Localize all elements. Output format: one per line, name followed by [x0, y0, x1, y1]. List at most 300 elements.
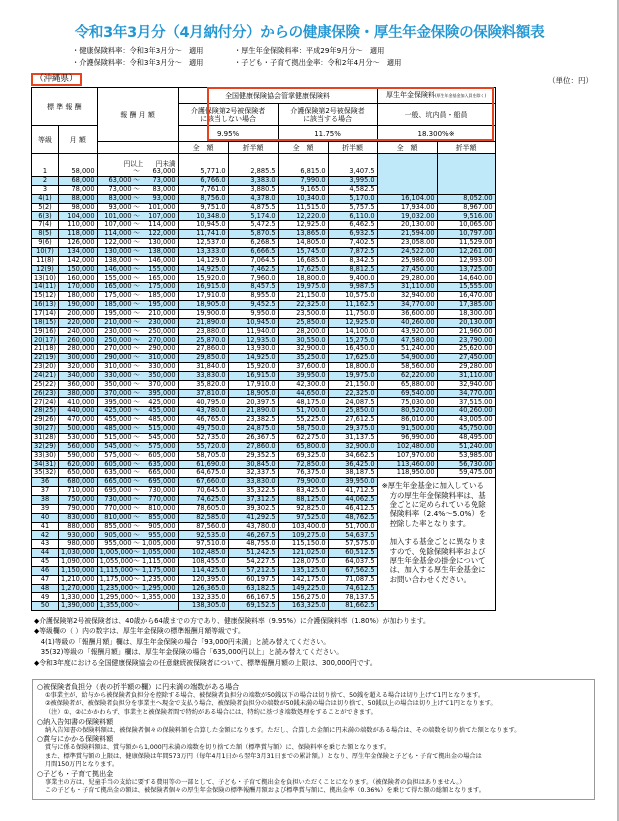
table-row [32, 265, 496, 274]
care-full-cell: 55,225.0 [278, 416, 328, 425]
grade-cell: 49 [32, 593, 59, 602]
health-full-cell: 15,920.0 [178, 274, 228, 283]
health-half-cell: 15,920.0 [228, 363, 278, 372]
range-tilde: ～ [133, 247, 140, 255]
pension-half-cell: 43,005.00 [437, 416, 495, 425]
range-upper: 185,000 [148, 291, 176, 300]
range-upper: 370,000 [148, 380, 176, 388]
note-heading: ○納入告知書の保険料額 [37, 717, 114, 726]
care-full-cell: 39,950.0 [278, 371, 328, 380]
range-tilde: ～ [133, 273, 140, 282]
pension-full-cell: 36,600.00 [377, 309, 437, 318]
monthly-cell: 590,000 [59, 451, 98, 460]
health-half-cell: 66,167.5 [228, 593, 278, 602]
table-row [32, 442, 496, 451]
grade-cell: 20(17) [32, 336, 59, 345]
pension-note [377, 478, 495, 611]
range-cell [97, 540, 178, 549]
range-upper: 1,005,000 [142, 539, 176, 548]
range-upper: 101,000 [148, 203, 176, 211]
range-tilde: ～ [133, 433, 140, 442]
health-full-cell: 78,605.0 [178, 504, 228, 513]
range-upper: 955,000 [148, 530, 176, 539]
monthly-cell: 78,000 [59, 185, 98, 194]
pension-half-cell: 14,640.00 [437, 274, 495, 283]
range-tilde: ～ [133, 575, 140, 583]
care-half-cell: 10,575.0 [328, 292, 377, 301]
range-tilde: ～ [133, 477, 140, 486]
range-cell [97, 389, 178, 398]
pension-full-cell: 102,480.00 [377, 442, 437, 451]
monthly-cell: 220,000 [59, 318, 98, 327]
notes-box [32, 679, 595, 800]
grade-cell: 42 [32, 531, 59, 540]
grade-cell: 33(30) [32, 451, 59, 460]
range-upper: 1,175,000 [142, 566, 176, 574]
health-half-cell: 30,845.0 [228, 460, 278, 469]
range-tilde: ～ [133, 309, 140, 318]
care-half-cell: 17,625.0 [328, 354, 377, 363]
health-full-cell: 8,756.0 [178, 194, 228, 203]
table-row [32, 425, 496, 434]
pension-half-cell: 12,993.00 [437, 256, 495, 265]
remuneration-spacer [97, 142, 178, 154]
health-half-cell: 17,910.0 [228, 380, 278, 389]
pension-half-cell: 53,985.00 [437, 451, 495, 460]
care-full-cell: 25,850.0 [278, 318, 328, 327]
grade-cell: 37 [32, 487, 59, 496]
footnote: 35(32)等級の「報酬月額」欄は、厚生年金保険の場合「635,000円以上」と読み替えてください。 [34, 648, 343, 657]
range-upper: 165,000 [148, 273, 176, 282]
monthly-cell: 980,000 [59, 540, 98, 549]
range-tilde: ～ [133, 256, 140, 264]
health-half-cell: 10,945.0 [228, 318, 278, 327]
pension-half-cell: 21,960.00 [437, 327, 495, 336]
range-upper: 1,115,000 [142, 557, 176, 566]
grade-cell: 5(2) [32, 203, 59, 212]
health-half-cell: 32,337.5 [228, 469, 278, 478]
pension-full-cell: 40,260.00 [377, 318, 437, 327]
health-half-cell: 33,830.0 [228, 478, 278, 487]
monthly-cell: 280,000 [59, 345, 98, 354]
range-cell [97, 203, 178, 212]
grade-cell: 27(24) [32, 398, 59, 407]
grade-cell: 13(10) [32, 274, 59, 283]
pension-half-cell: 8,967.00 [437, 203, 495, 212]
premium-table [31, 87, 496, 611]
care-full-cell: 156,275.0 [278, 593, 328, 602]
health-full-cell: 82,585.0 [178, 513, 228, 522]
care-full-cell: 9,165.0 [278, 185, 328, 194]
care-half-cell: 16,450.0 [328, 345, 377, 354]
range-lower: 695,000 [104, 486, 132, 495]
range-lower: 155,000 [104, 273, 132, 282]
range-cell [97, 318, 178, 327]
range-upper: 515,000 [148, 424, 176, 433]
footnote: ◆介護保険第2号被保険者は、40歳から64歳までの方であり、健康保険料率（9.95%）に介護保険料率（1.80%）が加わります。 [34, 617, 430, 625]
care-half-cell: 25,850.0 [328, 407, 377, 416]
range-cell [97, 239, 178, 248]
range-upper: 665,000 [148, 468, 176, 477]
care-half-cell: 29,375.0 [328, 425, 377, 434]
health-full-cell: 5,771.0 [178, 154, 228, 177]
monthly-cell: 180,000 [59, 292, 98, 301]
range-tilde: ～ [133, 203, 140, 211]
care-full-cell: 16,685.0 [278, 256, 328, 265]
care-half-cell: 41,712.5 [328, 487, 377, 496]
monthly-cell: 320,000 [59, 363, 98, 372]
applied-health: ・健康保険料率：令和3年3月分～ 適用 [72, 46, 204, 55]
care-half-cell: 8,812.5 [328, 265, 377, 274]
table-row [32, 451, 496, 460]
grade-cell: 28(25) [32, 407, 59, 416]
range-lower: 1,355,000 [99, 601, 134, 610]
monthly-cell: 88,000 [59, 194, 98, 203]
grade-cell: 4(1) [32, 194, 59, 203]
pension-full-cell: 96,990.00 [377, 433, 437, 442]
kyokai-header: 全国健康保険協会管掌健康保険料 [178, 88, 377, 104]
pension-full-cell: 58,560.00 [377, 363, 437, 372]
applied-pension: ・厚生年金保険料率：平成29年9月分～ 適用 [234, 46, 385, 55]
table-row [32, 283, 496, 292]
care-full-cell: 65,800.0 [278, 442, 328, 451]
pension-full-cell: 24,522.00 [377, 247, 437, 256]
note-text: 納入告知書の保険料額は、被保険者個々の保険料額を合算した金額になります。ただし、合算した金額に円未満の端数がある場合は、その端数を切り捨てた額となります。 [45, 726, 521, 734]
table-row [32, 301, 496, 310]
range-lower: 770,000 [104, 504, 132, 512]
monthly-cell: 1,330,000 [59, 593, 98, 602]
range-lower: 1,115,000 [99, 566, 134, 574]
pension-half-cell: 18,300.00 [437, 309, 495, 318]
monthly-cell: 150,000 [59, 265, 98, 274]
pension-header-small: (厚生年金基金加入員を除く) [435, 93, 487, 98]
care-full-cell: 69,325.0 [278, 451, 328, 460]
range-upper: 330,000 [148, 362, 176, 371]
range-tilde: ～ [133, 282, 140, 291]
health-full-cell: 14,129.0 [178, 256, 228, 265]
range-tilde: ～ [133, 522, 140, 530]
range-tilde: ～ [133, 601, 140, 610]
range-upper: 395,000 [148, 389, 176, 397]
health-half-cell: 13,930.0 [228, 345, 278, 354]
care-half-cell: 9,400.0 [328, 274, 377, 283]
range-cell [97, 495, 178, 504]
grade-cell: 46 [32, 566, 59, 575]
range-upper: 270,000 [148, 335, 176, 344]
pension-full-cell: 51,240.00 [377, 345, 437, 354]
note-text: （注）①、②にかかわらず、事業主と被保険者間で特約がある場合には、特約に基づき端数処理をすることができます。 [45, 709, 377, 717]
health-half-cell: 7,462.5 [228, 265, 278, 274]
table-row [32, 203, 496, 212]
range-tilde: ～ [133, 344, 140, 353]
health-full-cell: 17,910.0 [178, 292, 228, 301]
pension-full-cell: 34,770.00 [377, 301, 437, 310]
health-full-cell: 27,860.0 [178, 345, 228, 354]
range-tilde: ～ [133, 566, 140, 574]
health-full-cell: 67,660.0 [178, 478, 228, 487]
care-half-cell: 31,137.5 [328, 433, 377, 442]
range-upper: 770,000 [148, 495, 176, 504]
pension-full-cell: 31,110.00 [377, 283, 437, 292]
range-cell [97, 380, 178, 389]
health-half-cell: 12,935.0 [228, 336, 278, 345]
pension-full-cell: 80,520.00 [377, 407, 437, 416]
care-half-cell: 6,462.5 [328, 221, 377, 230]
monthly-cell: 118,000 [59, 230, 98, 239]
pension-header [377, 88, 495, 104]
remuneration-header: 報 酬 月 額 [97, 88, 178, 142]
health-half-cell: 41,292.5 [228, 513, 278, 522]
range-upper: 1,355,000 [142, 592, 176, 601]
footnotes [34, 616, 430, 668]
range-upper: 175,000 [148, 282, 176, 291]
table-row [32, 460, 496, 469]
grade-cell: 16(13) [32, 301, 59, 310]
pension-half-cell: 25,620.00 [437, 345, 495, 354]
range-cell [97, 531, 178, 540]
care-full-cell: 14,805.0 [278, 239, 328, 248]
pension-half-cell: 20,130.00 [437, 318, 495, 327]
range-tilde: ～ [133, 468, 140, 477]
monthly-cell: 160,000 [59, 274, 98, 283]
monthly-cell: 98,000 [59, 203, 98, 212]
care-header: 介護保険第2号被保険者 に該当する場合 [278, 104, 377, 126]
note-text: ①事業主が、給与から被保険者負担分を控除する場合、被保険者負担分の端数が50銭以下の場合は切り捨て、50銭を超える場合は切り上げて1円となります。 [45, 691, 485, 699]
range-tilde: ～ [133, 265, 140, 273]
note-heading: ○子ども・子育て拠出金 [37, 770, 114, 779]
care-half-cell: 14,100.0 [328, 327, 377, 336]
health-full-cell: 87,560.0 [178, 522, 228, 531]
range-upper: 83,000 [152, 185, 176, 193]
table-row [32, 274, 496, 283]
range-upper: 155,000 [148, 265, 176, 273]
health-full-cell: 126,365.0 [178, 584, 228, 593]
health-half-cell: 9,950.0 [228, 309, 278, 318]
health-half-cell: 29,352.5 [228, 451, 278, 460]
no-care-header: 介護保険第2号被保険者 に該当しない場合 [178, 104, 278, 126]
care-half-cell: 11,162.5 [328, 301, 377, 310]
health-full-cell: 10,348.0 [178, 212, 228, 221]
care-half-cell: 6,110.0 [328, 212, 377, 221]
care-half-cell: 71,087.5 [328, 575, 377, 584]
range-upper [142, 602, 176, 610]
health-half-cell: 11,940.0 [228, 327, 278, 336]
monthly-cell: 880,000 [59, 522, 98, 531]
care-full-cell: 17,625.0 [278, 265, 328, 274]
range-upper: 138,000 [148, 247, 176, 255]
range-upper: 545,000 [148, 433, 176, 442]
range-cell [97, 309, 178, 318]
care-half-cell: 60,512.5 [328, 549, 377, 558]
range-tilde: ～ [133, 495, 140, 504]
range-lower: 185,000 [104, 300, 132, 309]
range-lower: 455,000 [104, 415, 132, 424]
monthly-cell: 650,000 [59, 469, 98, 478]
range-cell [97, 398, 178, 407]
monthly-cell: 440,000 [59, 407, 98, 416]
from-label: 円以上 [123, 159, 144, 168]
monthly-cell: 530,000 [59, 433, 98, 442]
range-upper: 425,000 [148, 397, 176, 406]
pension-full-cell: 21,594.00 [377, 230, 437, 239]
grade-cell: 32(29) [32, 442, 59, 451]
pension-half-cell: 51,240.00 [437, 442, 495, 451]
monthly-cell: 560,000 [59, 442, 98, 451]
health-full-cell: 19,900.0 [178, 309, 228, 318]
pension-blank [437, 154, 495, 195]
grade-header: 等級 [32, 126, 59, 154]
pension-full-cell: 16,104.00 [377, 194, 437, 203]
care-full-cell: 51,700.0 [278, 407, 328, 416]
range-tilde: ～ [133, 300, 140, 309]
applied-child: ・子ども・子育て拠出金率：令和2年4月分～ 適用 [234, 58, 402, 67]
range-cell [97, 451, 178, 460]
grade-cell: 35(32) [32, 469, 59, 478]
health-half-cell: 46,267.5 [228, 531, 278, 540]
range-lower: 250,000 [104, 335, 132, 344]
range-upper: 230,000 [148, 318, 176, 326]
table-row [32, 407, 496, 416]
table-row [32, 194, 496, 203]
pension-half-cell: 10,065.00 [437, 221, 495, 230]
care-full-cell: 62,275.0 [278, 433, 328, 442]
table-row [32, 354, 496, 363]
footnote: 4(1)等級の「報酬月額」欄は、厚生年金保険の場合「93,000円未満」と読み替えてください。 [34, 637, 331, 646]
health-half-cell: 5,472.5 [228, 221, 278, 230]
care-full-cell: 15,745.0 [278, 247, 328, 256]
range-tilde: ～ [133, 185, 140, 193]
range-upper: 810,000 [148, 504, 176, 512]
monthly-cell: 380,000 [59, 389, 98, 398]
health-full-cell: 55,720.0 [178, 442, 228, 451]
health-full-cell: 18,905.0 [178, 301, 228, 310]
care-half-cell: 24,087.5 [328, 398, 377, 407]
grade-cell: 11(8) [32, 256, 59, 265]
range-tilde: ～ [133, 539, 140, 548]
range-tilde: ～ [133, 486, 140, 495]
range-cell [97, 575, 178, 584]
care-half-cell: 39,950.0 [328, 478, 377, 487]
range-tilde: ～ [133, 176, 140, 185]
range-tilde: ～ [133, 220, 140, 229]
monthly-cell: 750,000 [59, 495, 98, 504]
care-full-cell: 48,175.0 [278, 398, 328, 407]
care-half-cell: 34,662.5 [328, 451, 377, 460]
health-full-cell: 74,625.0 [178, 495, 228, 504]
range-tilde: ～ [133, 194, 140, 202]
health-full-cell: 102,485.0 [178, 549, 228, 558]
grade-cell: 31(28) [32, 433, 59, 442]
range-cell [97, 212, 178, 221]
range-lower: 665,000 [104, 477, 132, 486]
pension-note-text: ※厚生年金基金に加入している方の厚生年金保険料率は、基金ごとに定められている免除保険料率（2.4%～5.0%）を控除した率となります。 [381, 481, 487, 528]
range-cell [97, 301, 178, 310]
range-upper: 575,000 [148, 442, 176, 450]
table-row [32, 433, 496, 442]
range-upper: 114,000 [148, 220, 176, 229]
range-upper: 455,000 [148, 406, 176, 415]
range-lower: 370,000 [104, 389, 132, 397]
health-full-cell: 33,830.0 [178, 371, 228, 380]
footnote: ◆等級欄の（ ）内の数字は、厚生年金保険の標準報酬月額等級です。 [34, 627, 245, 636]
health-half-cell: 9,452.5 [228, 301, 278, 310]
care-full-cell: 21,150.0 [278, 292, 328, 301]
standard-header: 標 準 報 酬 [32, 88, 98, 126]
care-full-cell: 12,925.0 [278, 221, 328, 230]
care-full-cell: 83,425.0 [278, 487, 328, 496]
pension-half-cell: 59,475.00 [437, 469, 495, 478]
range-upper: 485,000 [148, 415, 176, 424]
range-lower: 93,000 [108, 203, 132, 211]
range-tilde: ～ [133, 335, 140, 344]
pension-full-cell: 47,580.00 [377, 336, 437, 345]
pension-full-cell: 69,540.00 [377, 389, 437, 398]
range-cell [97, 292, 178, 301]
health-half-cell: 27,860.0 [228, 442, 278, 451]
health-full-cell: 97,510.0 [178, 540, 228, 549]
range-lower: 855,000 [104, 522, 132, 530]
table-row [32, 469, 496, 478]
monthly-cell: 410,000 [59, 398, 98, 407]
range-cell [97, 442, 178, 451]
grade-cell: 34(31) [32, 460, 59, 469]
range-lower: 1,055,000 [99, 557, 134, 566]
range-cell [97, 513, 178, 522]
range-lower: 425,000 [104, 406, 132, 415]
care-full-cell: 58,750.0 [278, 425, 328, 434]
monthly-cell: 240,000 [59, 327, 98, 336]
health-full-cell: 25,870.0 [178, 336, 228, 345]
grade-cell: 44 [32, 549, 59, 558]
grade-cell: 30(27) [32, 425, 59, 434]
pension-full-cell: 113,460.00 [377, 460, 437, 469]
monthly-cell: 190,000 [59, 301, 98, 310]
range-lower: 810,000 [104, 513, 132, 521]
care-full-cell: 149,225.0 [278, 584, 328, 593]
health-full-cell: 23,880.0 [178, 327, 228, 336]
monthly-cell: 620,000 [59, 460, 98, 469]
care-half-cell: 36,425.0 [328, 460, 377, 469]
range-lower: 270,000 [104, 344, 132, 353]
health-half-cell: 14,925.0 [228, 354, 278, 363]
range-tilde: ～ [133, 397, 140, 406]
table-row [32, 247, 496, 256]
pension-full-cell: 107,970.00 [377, 451, 437, 460]
care-half-cell: 57,575.0 [328, 540, 377, 549]
grade-cell: 6(3) [32, 212, 59, 221]
range-lower: 635,000 [104, 468, 132, 477]
care-full-cell: 128,075.0 [278, 557, 328, 566]
range-cell [97, 363, 178, 372]
monthly-cell: 1,090,000 [59, 557, 98, 566]
care-full-cell: 11,515.0 [278, 203, 328, 212]
grade-cell: 41 [32, 522, 59, 531]
range-lower: 230,000 [104, 327, 132, 335]
health-half-cell: 4,875.5 [228, 203, 278, 212]
health-half-cell: 43,780.0 [228, 522, 278, 531]
health-half-cell: 18,905.0 [228, 389, 278, 398]
care-half-cell: 5,757.5 [328, 203, 377, 212]
health-full-cell: 49,750.0 [178, 425, 228, 434]
health-half-cell: 63,182.5 [228, 584, 278, 593]
range-tilde: ～ [133, 371, 140, 380]
grade-cell: 22(19) [32, 354, 59, 363]
care-half-cell: 78,137.5 [328, 593, 377, 602]
table-row [32, 309, 496, 318]
range-upper: 730,000 [148, 486, 176, 495]
care-full-cell: 103,400.0 [278, 522, 328, 531]
range-tilde: ～ [133, 327, 140, 335]
